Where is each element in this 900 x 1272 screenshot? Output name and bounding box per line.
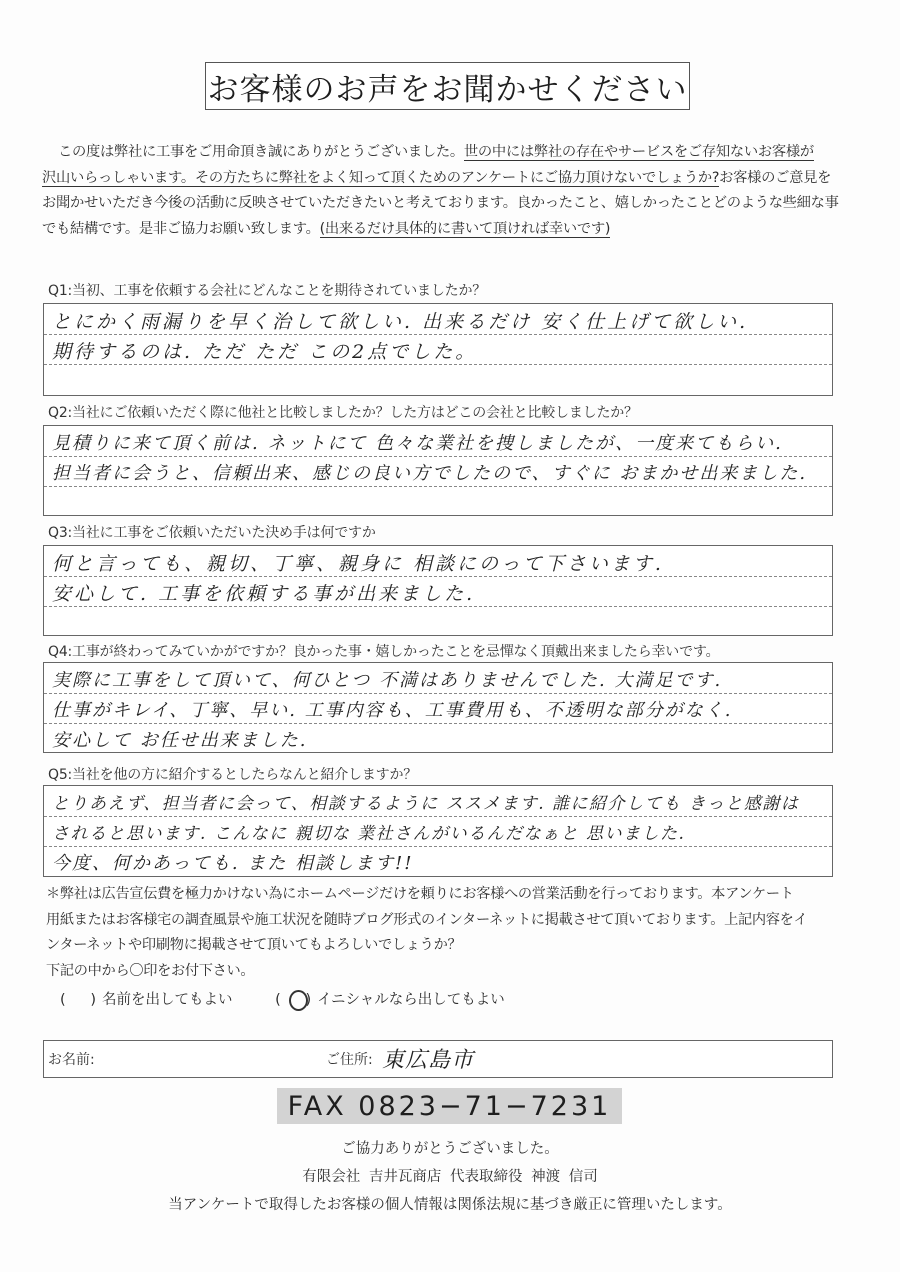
choice-checkbox[interactable]: ( ) <box>275 992 317 1008</box>
answer-line <box>44 786 832 817</box>
question-3-answer-box[interactable] <box>43 545 833 636</box>
address-field[interactable]: 東広島市 <box>382 1048 475 1073</box>
intro-line3: お聞かせいただき今後の活動に反映させていただきたいと考えております。良かったこと、嬉しかったことどのような些細な事 <box>42 195 839 211</box>
handwritten-answer: 期待するのは. ただ ただ この2点でした。 <box>52 341 478 363</box>
answer-line <box>44 334 832 365</box>
intro-line1-plain: この度は弊社に工事をご用命頂き誠にありがとうございました。 <box>58 144 464 160</box>
fax-number: FAX 0823−71−7231 <box>277 1088 622 1124</box>
question-2-answer-box[interactable] <box>43 425 833 516</box>
handwritten-answer: 実際に工事をして頂いて、何ひとつ 不満はありませんでした. 大満足です. <box>52 670 723 691</box>
question-2-label: Q2:当社にご依頼いただく際に他社と比較しましたか？した方はどこの会社と比較しましたか？ <box>48 405 638 421</box>
name-label: お名前: <box>48 1052 95 1068</box>
notice-line3: ンターネットや印刷物に掲載させて頂いてもよろしいでしょうか？ <box>46 937 462 953</box>
notice-line2: 用紙またはお客様宅の調査風景や施工状況を随時ブログ形式のインターネットに掲載させて頂いております。上記内容をイ <box>46 911 808 928</box>
handwritten-answer: 安心して. 工事を依頼する事が出来ました. <box>52 583 476 605</box>
handwritten-answer: 担当者に会うと、信頼出来、感じの良い方でしたので、すぐに おまかせ出来ました. <box>52 463 808 484</box>
answer-line <box>44 576 832 607</box>
choice-label: 名前を出してもよい <box>102 992 233 1008</box>
answer-line <box>44 606 832 636</box>
publication-notice <box>46 882 846 984</box>
thanks-text: ご協力ありがとうございました。 <box>341 1141 559 1157</box>
question-5-answer-box[interactable] <box>43 785 833 877</box>
question-1-answer-box[interactable] <box>43 303 833 396</box>
handwritten-answer: 安心して お任せ出来ました. <box>52 730 308 751</box>
answer-line <box>44 693 832 724</box>
answer-line <box>44 304 832 335</box>
choice-initials-ok[interactable] <box>275 988 505 1009</box>
question-4-label: Q4:工事が終わってみていかがですか？良かった事・嬉しかったことを忌憚なく頂戴出来ましたら幸いです。 <box>48 644 720 660</box>
answer-line <box>44 816 832 847</box>
notice-line4: 下記の中から〇印をお付下さい。 <box>46 962 255 979</box>
intro-line4-underlined: (出来るだけ具体的に書いて頂ければ幸いです) <box>319 220 611 237</box>
handwritten-answer: 何と言っても、親切、丁寧、親身に 相談にのって下さいます. <box>52 553 664 575</box>
answer-line <box>44 426 832 457</box>
privacy-statement: 当アンケートで取得したお客様の個人情報は関係法規に基づき厳正に管理いたします。 <box>168 1197 732 1213</box>
question-3-label: Q3:当社に工事をご依頼いただいた決め手は何ですか <box>48 525 376 541</box>
answer-line <box>44 846 832 876</box>
intro-line2-underlined: 沢山いらっしゃいます。その方たちに弊社をよく知って頂くためのアンケートにご協力頂けないでしょうか? <box>42 169 720 186</box>
choice-label: イニシャルなら出してもよい <box>317 992 505 1008</box>
page-title: お客様のお声をお聞かせください <box>205 62 690 110</box>
intro-paragraph <box>42 140 842 242</box>
consent-choices <box>60 988 543 1009</box>
handwritten-answer: されると思います. こんなに 親切な 業社さんがいるんだなぁと 思いました. <box>52 824 686 844</box>
question-1-label: Q1:当初、工事を依頼する会社にどんなことを期待されていましたか？ <box>48 283 487 299</box>
answer-line <box>44 364 832 394</box>
choice-name-ok[interactable] <box>60 988 233 1009</box>
answer-line <box>44 546 832 577</box>
answer-line <box>44 486 832 516</box>
handwritten-answer: 見積りに来て頂く前は. ネットにて 色々な業社を捜しましたが、一度来てもらい. <box>52 433 783 454</box>
company-signature: 有限会社 吉井瓦商店 代表取締役 神渡 信司 <box>302 1169 598 1185</box>
handwritten-answer: とりあえず、担当者に会って、相談するように ススメます. 誰に紹介しても きっと感謝は <box>52 794 800 814</box>
address-label: ご住所: <box>326 1052 373 1068</box>
handwritten-answer: 今度、何かあっても. また 相談します!! <box>52 853 414 874</box>
answer-line <box>44 663 832 694</box>
notice-line1: ＊弊社は広告宣伝費を極力かけない為にホームページだけを頼りにお客様への営業活動を行っております。本アンケート <box>46 886 794 902</box>
answer-line <box>44 723 832 753</box>
handwritten-answer: とにかく雨漏りを早く治して欲しい. 出来るだけ 安く仕上げて欲しい. <box>52 311 749 333</box>
intro-line2-plain: お客様のご意見を <box>719 169 832 186</box>
question-4-answer-box[interactable] <box>43 662 833 753</box>
intro-line4-plain: でも結構です。是非ご協力お願い致します。 <box>42 220 320 237</box>
handwritten-answer: 仕事がキレイ、丁寧、早い. 工事内容も、工事費用も、不透明な部分がなく. <box>52 700 733 721</box>
question-5-label: Q5:当社を他の方に紹介するとしたらなんと紹介しますか？ <box>48 767 418 783</box>
answer-line <box>44 456 832 487</box>
intro-line1-underlined: 世の中には弊社の存在やサービスをご存知ないお客様が <box>463 144 814 160</box>
choice-checkbox[interactable]: ( ) <box>60 992 96 1008</box>
contact-box <box>43 1040 833 1078</box>
